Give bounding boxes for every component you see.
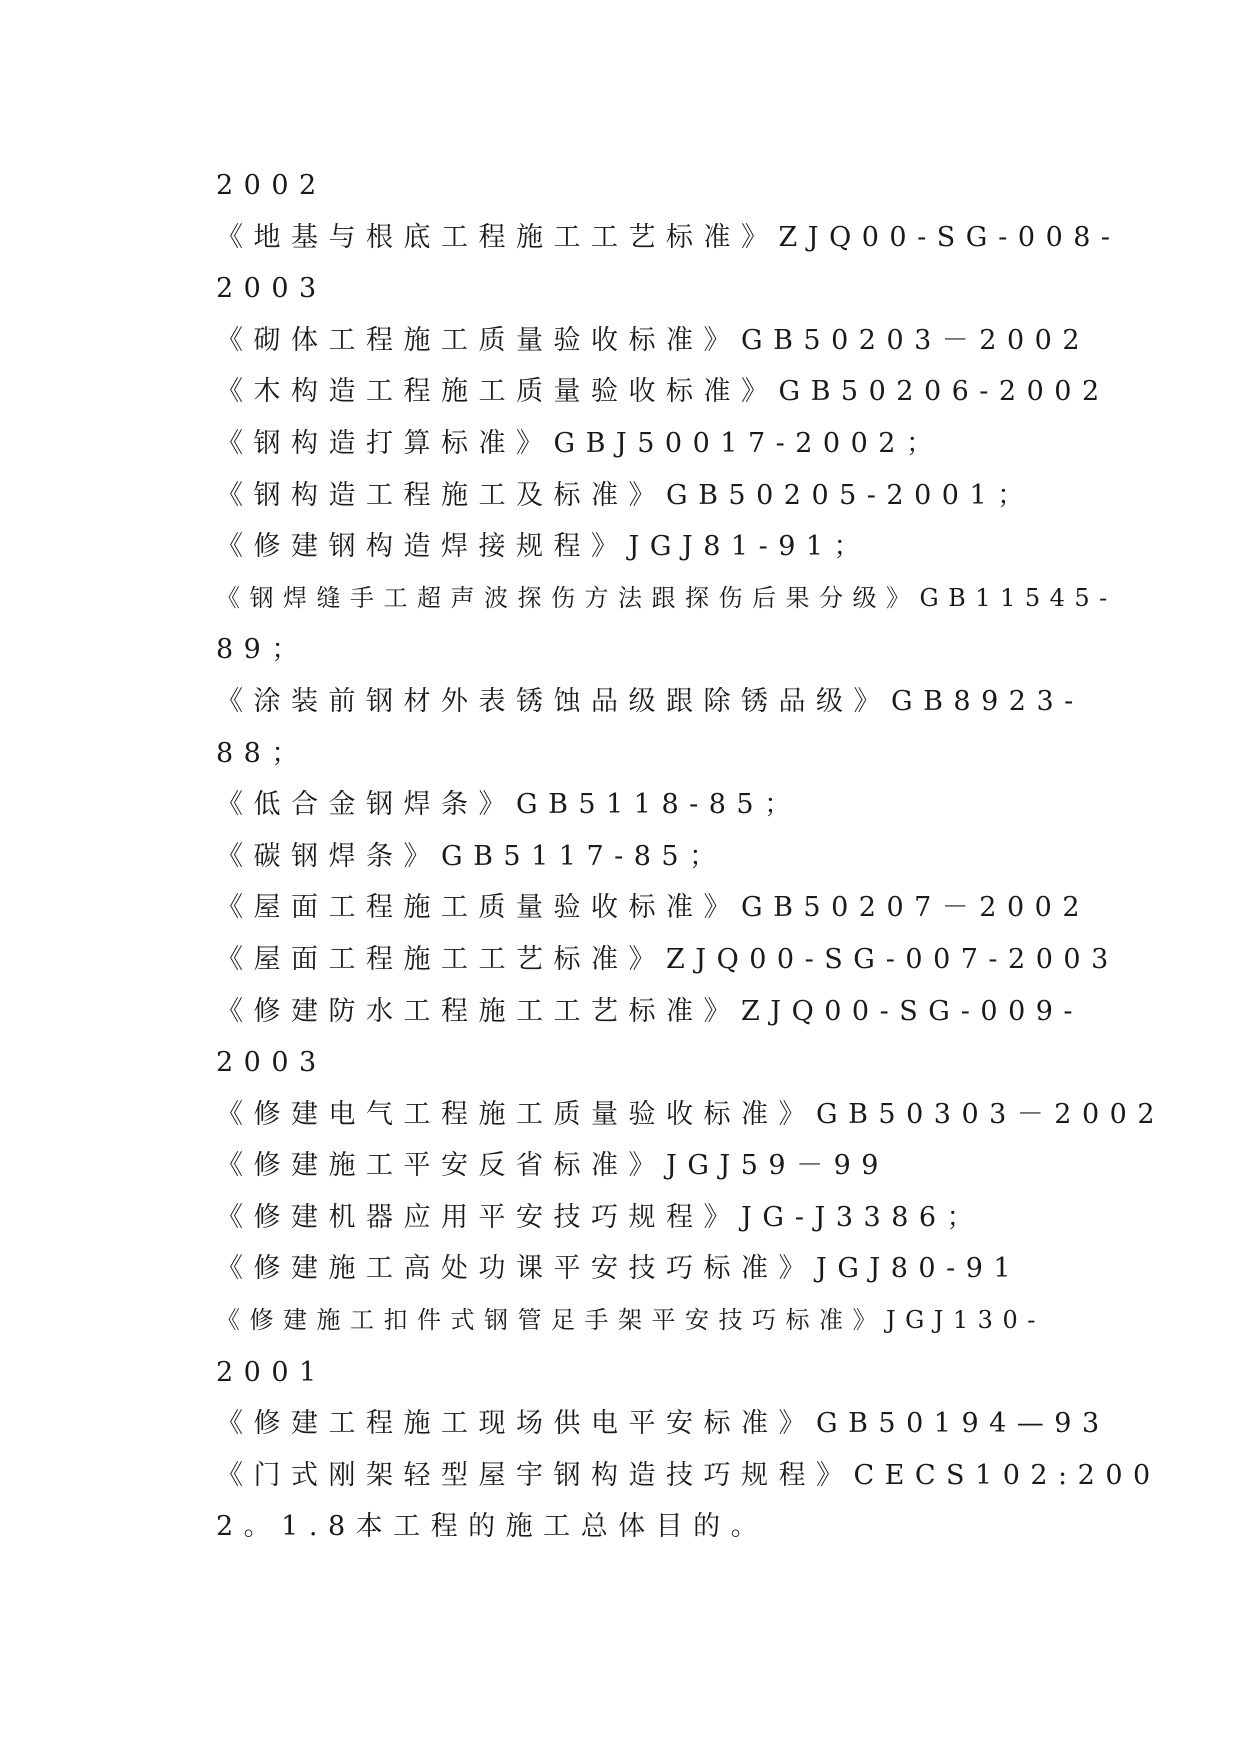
text-line: 《低合金钢焊条》GB5118-85； [216, 789, 802, 821]
text-line: 《修建钢构造焊接规程》JGJ81-91； [216, 531, 872, 563]
text-line: 2。1.8本工程的施工总体目的。 [216, 1511, 769, 1543]
text-line: 《修建电气工程施工质量验收标准》GB50303－2002 [216, 1098, 1166, 1130]
text-line: 2002 [216, 170, 327, 201]
text-line: 《修建工程施工现场供电平安标准》GB50194—93 [216, 1408, 1110, 1440]
text-line: 89； [216, 634, 309, 666]
text-line: 《钢构造工程施工及标准》GB50205-2001； [216, 479, 1035, 511]
standards-list [216, 160, 1166, 1553]
text-line: 《修建防水工程施工工艺标准》ZJQ00-SG-009- [216, 995, 1084, 1027]
text-line: 《钢焊缝手工超声波探伤方法跟探伤后果分级》GB11545- [216, 583, 1117, 612]
text-line: 《木构造工程施工质量验收标准》GB50206-2002 [216, 376, 1110, 408]
text-line: 2001 [216, 1356, 327, 1388]
text-line: 《修建施工高处功课平安技巧标准》JGJ80-91 [216, 1253, 1022, 1285]
text-line: 《碳钢焊条》GB5117-85； [216, 840, 727, 872]
text-line: 《修建机器应用平安技巧规程》JG-J3386； [216, 1201, 985, 1233]
text-line: 《砌体工程施工质量验收标准》GB50203－2002 [216, 324, 1091, 356]
text-line: 《屋面工程施工工艺标准》ZJQ00-SG-007-2003 [216, 943, 1119, 975]
text-line: 2003 [216, 1047, 327, 1079]
text-line: 88； [216, 737, 309, 769]
text-line: 《钢构造打算标准》GBJ50017-2002； [216, 427, 944, 459]
text-line: 《门式刚架轻型屋宇钢构造技巧规程》CECS102:200 [216, 1459, 1161, 1491]
text-line: 《修建施工平安反省标准》JGJ59－99 [216, 1150, 889, 1182]
text-line: 《修建施工扣件式钢管足手架平安技巧标准》JGJ130- [216, 1306, 1045, 1335]
text-line: 《地基与根底工程施工工艺标准》ZJQ00-SG-008- [216, 221, 1121, 253]
text-line: 2003 [216, 273, 327, 305]
text-line: 《屋面工程施工质量验收标准》GB50207－2002 [216, 892, 1091, 924]
text-line: 《涂装前钢材外表锈蚀品级跟除锈品级》GB8923- [216, 685, 1084, 717]
